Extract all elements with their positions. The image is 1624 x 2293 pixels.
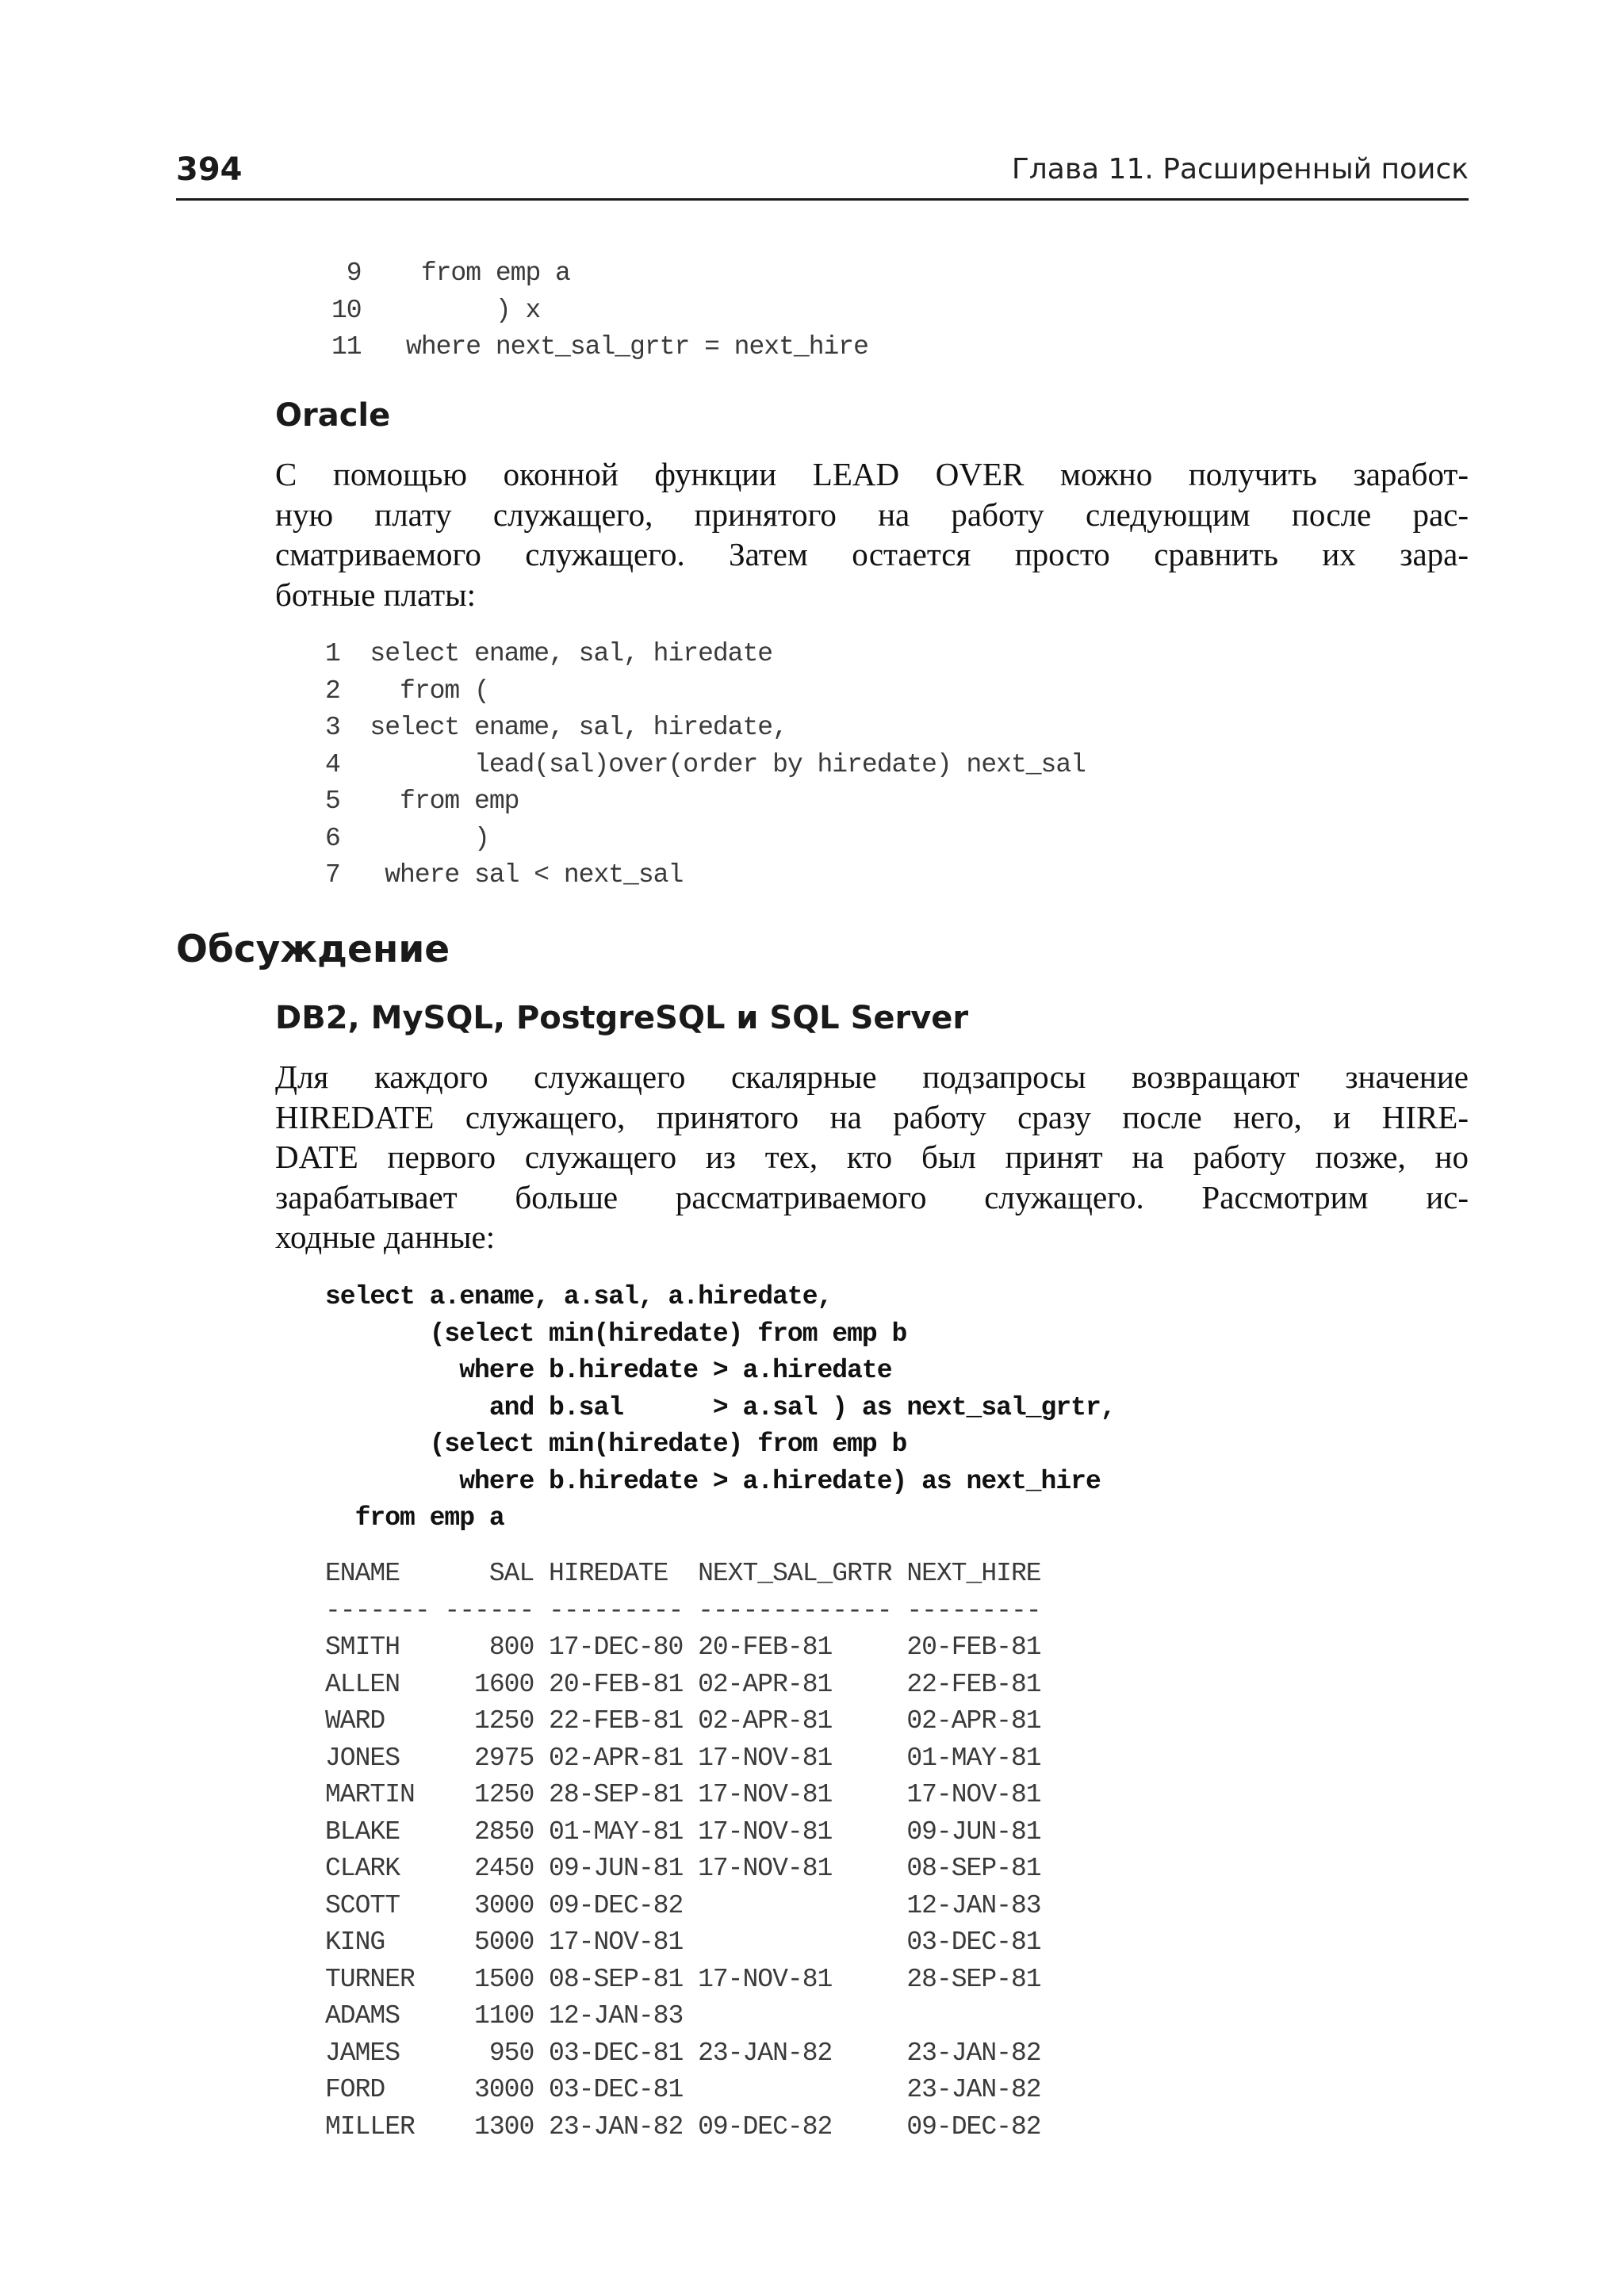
result-row: SCOTT 3000 09-DEC-82 12-JAN-83 [325,1890,1041,1920]
code-line: where b.hiredate > a.hiredate [325,1356,892,1385]
result-row: ALLEN 1600 20-FEB-81 02-APR-81 22-FEB-81 [325,1669,1041,1699]
code-block-oracle [325,636,1086,894]
code-line: 5 from emp [325,787,519,816]
code-line: 3 select ename, sal, hiredate, [325,713,787,742]
paragraph-line: ную плату служащего, принятого на работу следующим после рас- [275,496,1469,533]
query-result-table [325,1556,1041,2146]
result-row: MILLER 1300 23-JAN-82 09-DEC-82 09-DEC-82 [325,2111,1041,2142]
code-line: where b.hiredate > a.hiredate) as next_hire [325,1466,1101,1496]
paragraph-line: HIREDATE служащего, принятого на работу сразу после него, и HIRE- [275,1098,1469,1135]
result-row: SMITH 800 17-DEC-80 20-FEB-81 20-FEB-81 [325,1633,1041,1662]
header-rule [176,198,1469,201]
paragraph-line: ботные платы: [275,576,477,613]
subheading-db2-mysql-postgresql-sqlserver: DB2, MySQL, PostgreSQL и SQL Server [275,1000,969,1036]
code-line: select a.ename, a.sal, a.hiredate, [325,1282,833,1311]
paragraph-line: С помощью оконной функции LEAD OVER можно получить заработ- [275,456,1469,492]
paragraph-line: сматриваемого служащего. Затем остается просто сравнить их зара- [275,536,1469,572]
code-block-query [325,1279,1116,1537]
code-line: 9 from emp a [331,258,570,288]
paragraph-line: DATE первого служащего из тех, кто был принят на работу позже, но [275,1139,1469,1175]
result-row: JONES 2975 02-APR-81 17-NOV-81 01-MAY-81 [325,1743,1041,1773]
code-line: 2 from ( [325,676,489,706]
code-line: 10 ) x [331,295,541,325]
subheading-oracle: Oracle [275,397,391,434]
paragraph-line: ходные данные: [275,1219,496,1255]
code-line: 7 where sal < next_sal [325,860,684,890]
result-row: WARD 1250 22-FEB-81 02-APR-81 02-APR-81 [325,1706,1041,1736]
code-line: (select min(hiredate) from emp b [325,1430,907,1459]
result-separator-row: ------- ------ --------- ------------- --------- [325,1595,1041,1625]
code-line: 6 ) [325,823,489,853]
paragraph-line: Для каждого служащего скалярные подзапросы возвращают значение [275,1058,1469,1095]
result-row: MARTIN 1250 28-SEP-81 17-NOV-81 17-NOV-81 [325,1780,1041,1809]
code-line: and b.sal > a.sal ) as next_sal_grtr, [325,1392,1116,1422]
result-row: KING 5000 17-NOV-81 03-DEC-81 [325,1927,1041,1957]
chapter-title: Глава 11. Расширенный поиск [1011,153,1469,186]
result-header-row: ENAME SAL HIREDATE NEXT_SAL_GRTR NEXT_HIRE [325,1559,1041,1588]
paragraph-line: зарабатывает больше рассматриваемого служащего. Рассмотрим ис- [275,1178,1469,1215]
code-line: 1 select ename, sal, hiredate [325,639,773,668]
result-row: BLAKE 2850 01-MAY-81 17-NOV-81 09-JUN-81 [325,1816,1041,1847]
result-row: TURNER 1500 08-SEP-81 17-NOV-81 28-SEP-81 [325,1964,1041,1994]
result-row: ADAMS 1100 12-JAN-83 [325,2001,684,2031]
result-row: CLARK 2450 09-JUN-81 17-NOV-81 08-SEP-81 [325,1854,1041,1883]
code-line: from emp a [325,1503,504,1533]
code-line: 4 lead(sal)over(order by hiredate) next_sal [325,749,1086,779]
code-line: 11 where next_sal_grtr = next_hire [331,332,868,362]
running-head [176,147,1469,198]
section-heading-discussion: Обсуждение [176,928,450,971]
code-line: (select min(hiredate) from emp b [325,1319,907,1349]
page-number: 394 [176,151,243,188]
discussion-paragraph [275,1057,1469,1258]
result-row: FORD 3000 03-DEC-81 23-JAN-82 [325,2075,1041,2104]
result-row: JAMES 950 03-DEC-81 23-JAN-82 23-JAN-82 [325,2038,1041,2068]
oracle-paragraph [275,454,1469,614]
code-block-continuation [331,255,868,366]
